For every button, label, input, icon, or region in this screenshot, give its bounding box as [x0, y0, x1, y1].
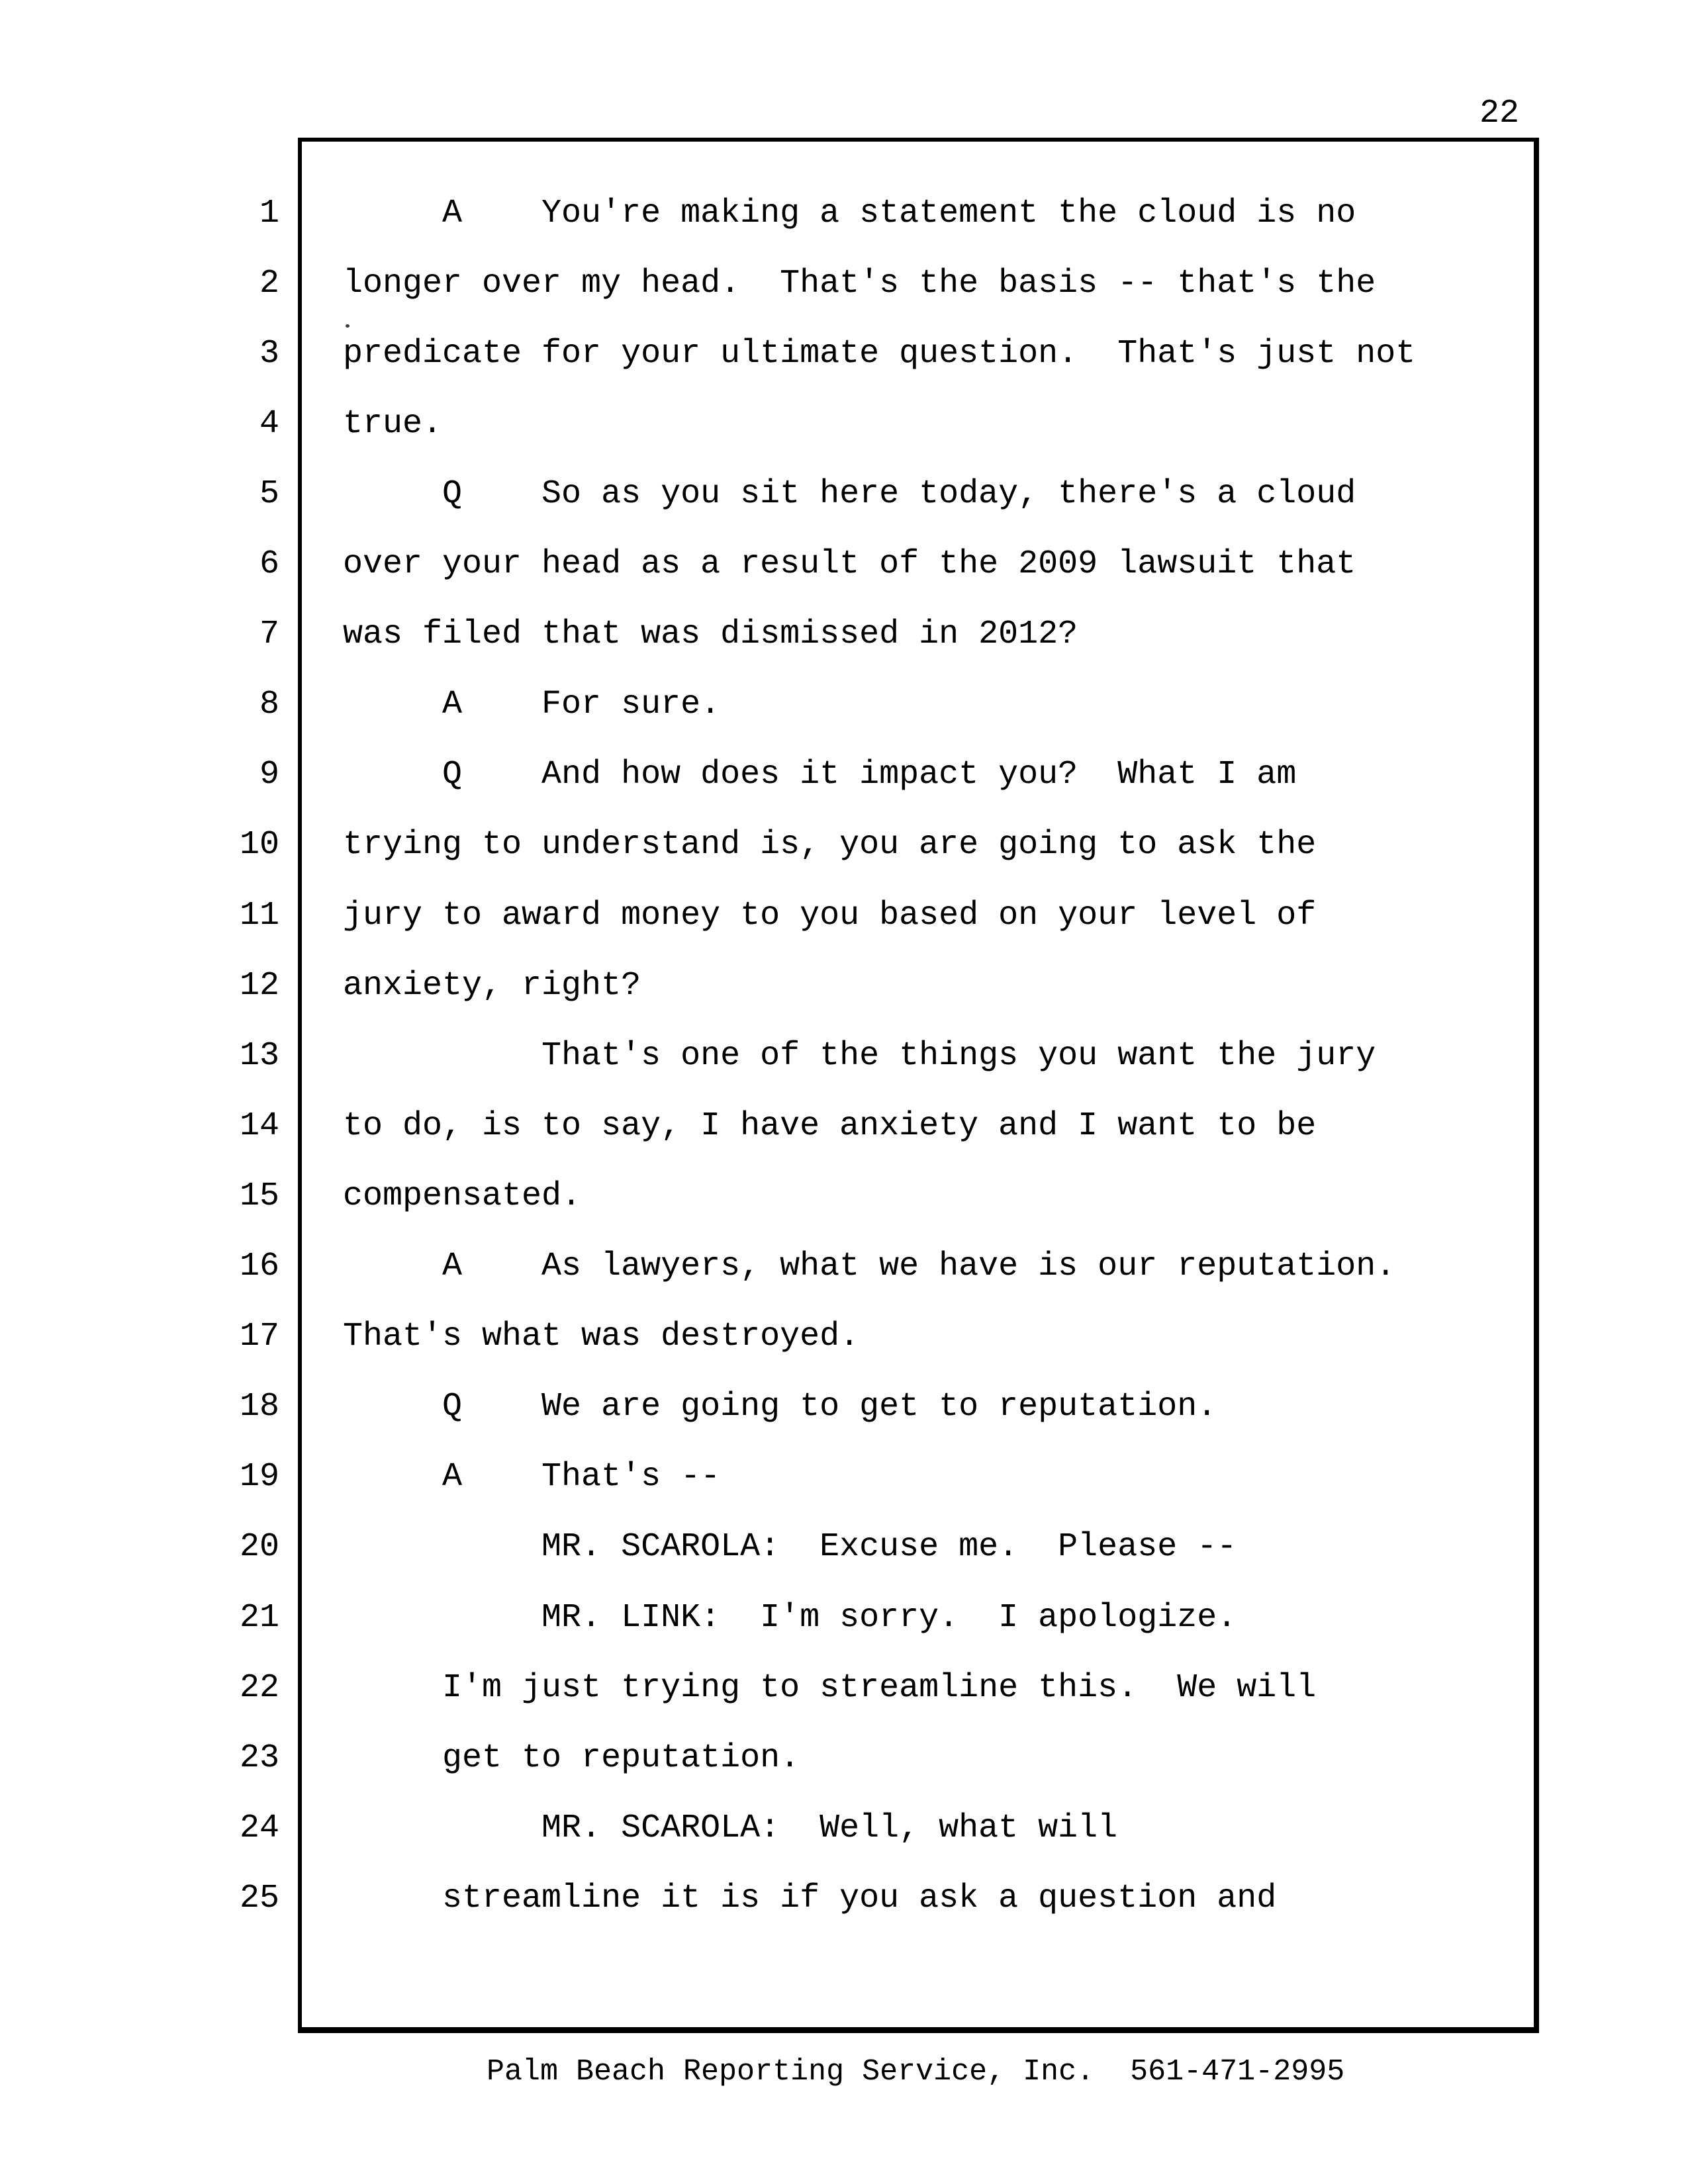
transcript-line: [0, 1107, 1688, 1180]
transcript-line: [0, 197, 1688, 267]
line-text: Q And how does it impact you? What I am: [343, 756, 1297, 794]
line-text: jury to award money to you based on your level of: [343, 897, 1317, 934]
transcript-line: [0, 335, 1688, 408]
transcript-line: [0, 1177, 1688, 1250]
transcript-line: [0, 1882, 1688, 1952]
line-number: 7: [259, 615, 279, 653]
line-number: 23: [239, 1739, 279, 1777]
transcript-line: [0, 826, 1688, 899]
line-text: get to reputation.: [343, 1739, 800, 1777]
transcript-line: [0, 1320, 1688, 1390]
line-number: 8: [259, 686, 279, 723]
line-text: streamline it is if you ask a question and: [343, 1880, 1277, 1917]
transcript-line: [0, 475, 1688, 548]
transcript-line: [0, 967, 1688, 1040]
line-text: longer over my head. That's the basis -- that's the: [343, 265, 1376, 302]
line-number: 6: [259, 545, 279, 583]
line-number: 5: [259, 475, 279, 513]
line-text: anxiety, right?: [343, 967, 641, 1005]
page-number: 22: [1479, 95, 1520, 132]
line-text: A That's --: [343, 1458, 721, 1496]
transcript-line: [0, 1390, 1688, 1461]
line-text: MR. SCAROLA: Excuse me. Please --: [343, 1528, 1237, 1566]
transcript-line: [0, 615, 1688, 688]
transcript-line: [0, 1458, 1688, 1531]
transcript-line: [0, 1528, 1688, 1601]
line-text: That's one of the things you want the jury: [343, 1037, 1376, 1075]
line-text: was filed that was dismissed in 2012?: [343, 615, 1078, 653]
line-number: 25: [239, 1880, 279, 1917]
transcript-line: [0, 1669, 1688, 1742]
footer-text: Palm Beach Reporting Service, Inc. 561-471-2995: [487, 2055, 1345, 2089]
line-number: 17: [239, 1318, 279, 1355]
line-number: 15: [239, 1177, 279, 1215]
line-number: 12: [239, 967, 279, 1005]
line-number: 4: [259, 405, 279, 443]
transcript-line: [0, 688, 1688, 758]
transcript-line: [0, 1809, 1688, 1882]
line-text: predicate for your ultimate question. That's just not: [343, 335, 1416, 373]
line-number: 24: [239, 1809, 279, 1847]
line-number: 10: [239, 826, 279, 864]
line-number: 20: [239, 1528, 279, 1566]
line-number: 9: [259, 756, 279, 794]
line-text: over your head as a result of the 2009 lawsuit that: [343, 545, 1356, 583]
line-text: A You're making a statement the cloud is no: [343, 195, 1356, 232]
line-text: Q So as you sit here today, there's a cloud: [343, 475, 1356, 513]
transcript-line: [0, 1037, 1688, 1110]
line-text: A For sure.: [343, 686, 721, 723]
line-number: 13: [239, 1037, 279, 1075]
line-number: 16: [239, 1248, 279, 1285]
line-text: MR. SCAROLA: Well, what will: [343, 1809, 1118, 1847]
transcript-line: [0, 1599, 1688, 1672]
line-number: 14: [239, 1107, 279, 1145]
line-number: 18: [239, 1388, 279, 1426]
transcript-line: [0, 545, 1688, 618]
line-number: 22: [239, 1669, 279, 1707]
line-number: 21: [239, 1599, 279, 1637]
transcript-line: [0, 1250, 1688, 1320]
line-text: MR. LINK: I'm sorry. I apologize.: [343, 1599, 1237, 1637]
line-text: trying to understand is, you are going to ask the: [343, 826, 1317, 864]
line-number: 2: [259, 265, 279, 302]
line-text: to do, is to say, I have anxiety and I want to be: [343, 1107, 1317, 1145]
line-number: 19: [239, 1458, 279, 1496]
transcript-line: [0, 267, 1688, 338]
line-text: That's what was destroyed.: [343, 1318, 860, 1355]
line-text: A As lawyers, what we have is our reputation.: [343, 1248, 1396, 1285]
transcript-line: [0, 899, 1688, 970]
line-number: 11: [239, 897, 279, 934]
transcript-line: [0, 1739, 1688, 1812]
line-number: 1: [259, 195, 279, 232]
line-number: 3: [259, 335, 279, 373]
transcript-line: [0, 758, 1688, 829]
line-text: Q We are going to get to reputation.: [343, 1388, 1217, 1426]
line-text: true.: [343, 405, 443, 443]
line-text: I'm just trying to streamline this. We will: [343, 1669, 1317, 1707]
transcript-line: [0, 405, 1688, 478]
line-text: compensated.: [343, 1177, 582, 1215]
